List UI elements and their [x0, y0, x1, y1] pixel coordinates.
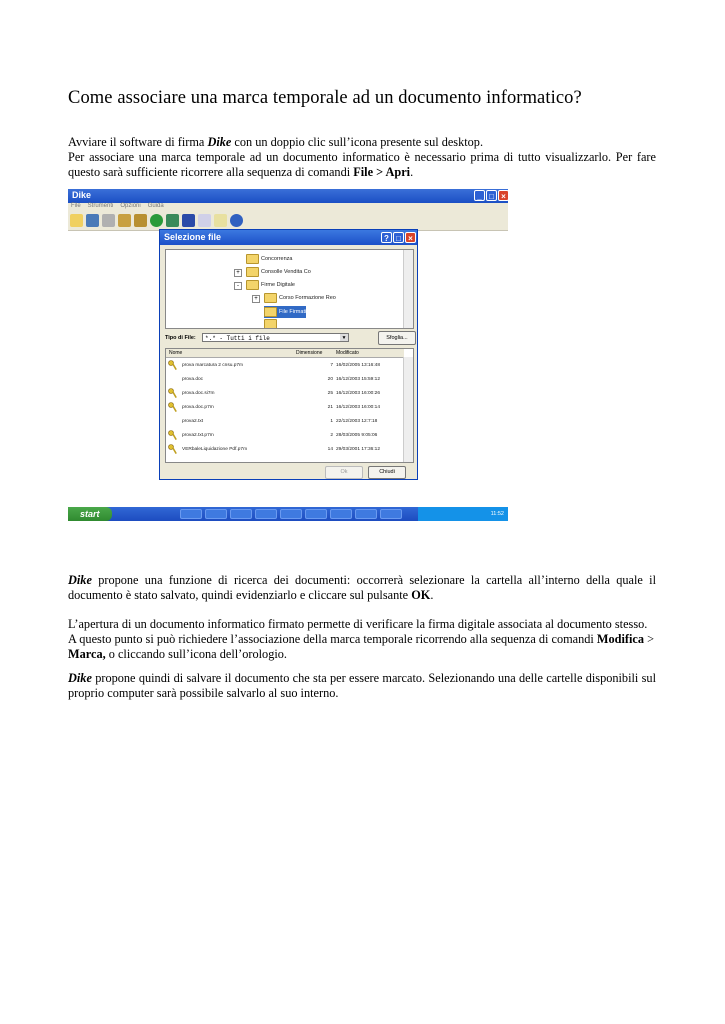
verify-line3: o cliccando sull’icona dell’orologio. — [105, 647, 287, 661]
folder-icon — [264, 307, 277, 317]
file-type-select[interactable]: *.* - Tutti i file ▼ — [202, 333, 349, 342]
save-text: propone quindi di salvare il documento che sta per essere marcato. Selezionando una delle cartelle disponibili sul proprio computer sarà possibile salvarlo al suo interno. — [68, 671, 656, 700]
folder-icon — [246, 267, 259, 277]
command-modifica: Modifica — [596, 632, 645, 646]
taskbar-item[interactable] — [380, 509, 402, 519]
file-list-header — [166, 349, 404, 358]
key-icon — [168, 402, 178, 414]
dike-name: Dike — [68, 671, 92, 685]
file-list-scrollbar[interactable] — [403, 357, 413, 462]
system-tray — [418, 507, 508, 521]
file-date: 16/12/2003 16:00:26 — [336, 391, 381, 396]
maximize-icon[interactable]: □ — [486, 190, 497, 201]
file-name: prova2.txt.p7m — [182, 433, 214, 438]
expand-icon[interactable]: + — [252, 295, 260, 303]
file-date: 22/12/2003 12:7:18 — [336, 419, 378, 424]
close-icon[interactable]: × — [498, 190, 509, 201]
menu-strumenti[interactable]: Strumenti — [87, 203, 114, 209]
file-date: 16/02/2005 13:16:48 — [336, 363, 381, 368]
verify-icon[interactable] — [102, 214, 115, 227]
file-date: 16/12/2003 15:59:12 — [336, 377, 381, 382]
lock-icon[interactable] — [118, 214, 131, 227]
dike-menubar — [68, 203, 508, 211]
file-size: 20 — [327, 377, 333, 382]
dike-name: Dike — [68, 573, 92, 587]
folder-icon — [264, 319, 277, 329]
file-row[interactable] — [166, 401, 404, 415]
taskbar-item[interactable] — [305, 509, 327, 519]
file-name: prova.doc — [182, 377, 204, 382]
folder-tree[interactable] — [165, 249, 414, 329]
folder-icon — [246, 280, 259, 290]
search-text: propone una funzione di ricerca dei documenti: occorrerà selezionare la cartella all’interno della quale il documento è stato salvato, quindi evidenziarlo e cliccare sul pulsante — [68, 573, 656, 602]
menu-file[interactable]: File — [71, 203, 81, 209]
file-row[interactable] — [166, 387, 404, 401]
file-type-label: Tipo di File: — [165, 335, 196, 341]
taskbar-item[interactable] — [280, 509, 302, 519]
intro-line2: Per associare una marca temporale ad un documento informatico è necessario prima di tutto visualizzarlo. Per fare questo sarà sufficiente ricorrere alla sequenza di comandi — [68, 150, 656, 179]
tree-item[interactable]: Corso Formazione Reo — [264, 292, 336, 304]
copy-icon[interactable] — [166, 214, 179, 227]
info-icon[interactable] — [230, 214, 243, 227]
file-name: VERbaleLiquidazione Pdf.p7m — [182, 447, 248, 452]
timestamp-icon[interactable] — [182, 214, 195, 227]
dialog-help-icon[interactable]: ? — [381, 232, 392, 243]
tree-item-selected[interactable]: File Firmati — [264, 306, 306, 318]
tree-item[interactable] — [264, 318, 279, 329]
page-title: Come associare una marca temporale ad un documento informatico? — [68, 88, 582, 108]
command-file-apri: File > Apri — [353, 165, 411, 179]
browse-button[interactable]: Sfoglia... — [378, 331, 416, 345]
file-size: 2 — [330, 433, 333, 438]
dike-toolbar — [68, 211, 508, 231]
intro-before: Avviare il software di firma — [68, 135, 208, 149]
clock: 11:52 — [490, 511, 504, 517]
key-icon — [168, 388, 178, 400]
expand-icon[interactable]: + — [234, 269, 242, 277]
file-size: 1 — [330, 419, 333, 424]
file-date: 29/03/2001 17:36:12 — [336, 447, 381, 452]
intro-after: con un doppio clic sull’icona presente sul desktop. — [231, 135, 484, 149]
sign-icon[interactable] — [86, 214, 99, 227]
dike-title: Dike — [72, 190, 92, 200]
tree-item[interactable]: Firme Digitale — [246, 279, 295, 291]
dike-titlebar — [68, 189, 508, 203]
file-size: 14 — [327, 447, 333, 452]
dialog-close-icon[interactable]: × — [405, 232, 416, 243]
paragraph-intro — [68, 135, 656, 180]
file-date: 28/03/2005 9:05:06 — [336, 433, 378, 438]
verify-line1: L’apertura di un documento informatico firmato permette di verificare la firma digitale associata al documento stesso. — [68, 617, 648, 631]
paragraph-search: Dike propone una funzione di ricerca dei documenti: occorrerà selezionare la cartella all’interno della quale il documento è stato salvato, quindi evidenziarlo e cliccare sul pulsante OK. — [68, 573, 656, 602]
command-marca: Marca, — [68, 647, 106, 661]
file-row[interactable] — [166, 443, 404, 457]
taskbar-item[interactable] — [205, 509, 227, 519]
dialog-title: Selezione file — [164, 232, 222, 242]
file-selection-dialog — [159, 229, 418, 480]
dike-screenshot — [68, 189, 508, 522]
close-button[interactable]: Chiudi — [368, 466, 406, 479]
check-icon[interactable] — [150, 214, 163, 227]
taskbar-item[interactable] — [255, 509, 277, 519]
key-icon — [168, 430, 178, 442]
intro-end: . — [410, 165, 414, 179]
file-size: 21 — [327, 405, 333, 410]
taskbar-item[interactable] — [330, 509, 352, 519]
tree-item[interactable]: Consolle Vendita Co — [246, 266, 311, 278]
paragraph-save — [68, 671, 656, 701]
settings-icon[interactable] — [198, 214, 211, 227]
folder-icon — [246, 254, 259, 264]
collapse-icon[interactable]: - — [234, 282, 242, 290]
menu-guida[interactable]: Guida — [147, 203, 164, 209]
dike-name: Dike — [207, 135, 232, 149]
ok-label: OK — [411, 588, 431, 602]
file-size: 7 — [330, 363, 333, 368]
taskbar — [68, 507, 508, 521]
file-size: 25 — [327, 391, 333, 396]
file-list[interactable] — [165, 348, 414, 463]
file-row[interactable] — [166, 429, 404, 443]
minimize-icon[interactable]: _ — [474, 190, 485, 201]
file-name: prova2.txt — [182, 419, 204, 424]
ok-button[interactable]: Ok — [325, 466, 363, 479]
bag-icon[interactable] — [134, 214, 147, 227]
file-name: prova.doc.p7m — [182, 405, 214, 410]
tree-scrollbar[interactable] — [403, 250, 413, 328]
taskbar-item[interactable] — [355, 509, 377, 519]
dialog-titlebar — [160, 230, 417, 245]
open-folder-icon[interactable] — [70, 214, 83, 227]
help-icon[interactable] — [214, 214, 227, 227]
file-row[interactable] — [166, 359, 404, 373]
column-name[interactable]: Nome — [169, 350, 183, 356]
start-button[interactable]: start — [68, 507, 112, 521]
key-icon — [168, 360, 178, 372]
column-size[interactable]: Dimensione — [296, 350, 323, 356]
folder-icon — [264, 293, 277, 303]
paragraph-verify: L’apertura di un documento informatico firmato permette di verificare la firma digitale associata al documento stesso. A questo punto si può richiedere l’associazione della marca temporale ricorrendo alla sequenza di comandi Modifica > Marca, o cliccando sull’icona dell’orologio. — [68, 617, 655, 661]
file-row[interactable] — [166, 373, 404, 387]
file-name: prova.doc.si7m — [182, 391, 215, 396]
taskbar-item[interactable] — [230, 509, 252, 519]
verify-line2: A questo punto si può richiedere l’associazione della marca temporale ricorrendo alla sequenza di comandi — [68, 632, 597, 646]
column-modified[interactable]: Modificato — [336, 350, 359, 356]
menu-opzioni[interactable]: Opzioni — [120, 203, 141, 209]
tree-item[interactable]: Concorrenza — [246, 253, 293, 265]
key-icon — [168, 444, 178, 456]
file-name: prova marcatura 2 cnsu.p7m — [182, 363, 244, 368]
dialog-maximize-icon[interactable]: □ — [393, 232, 404, 243]
taskbar-item[interactable] — [180, 509, 202, 519]
chevron-down-icon[interactable]: ▼ — [340, 334, 348, 341]
file-row[interactable] — [166, 415, 404, 429]
file-date: 16/12/2003 16:00:14 — [336, 405, 381, 410]
